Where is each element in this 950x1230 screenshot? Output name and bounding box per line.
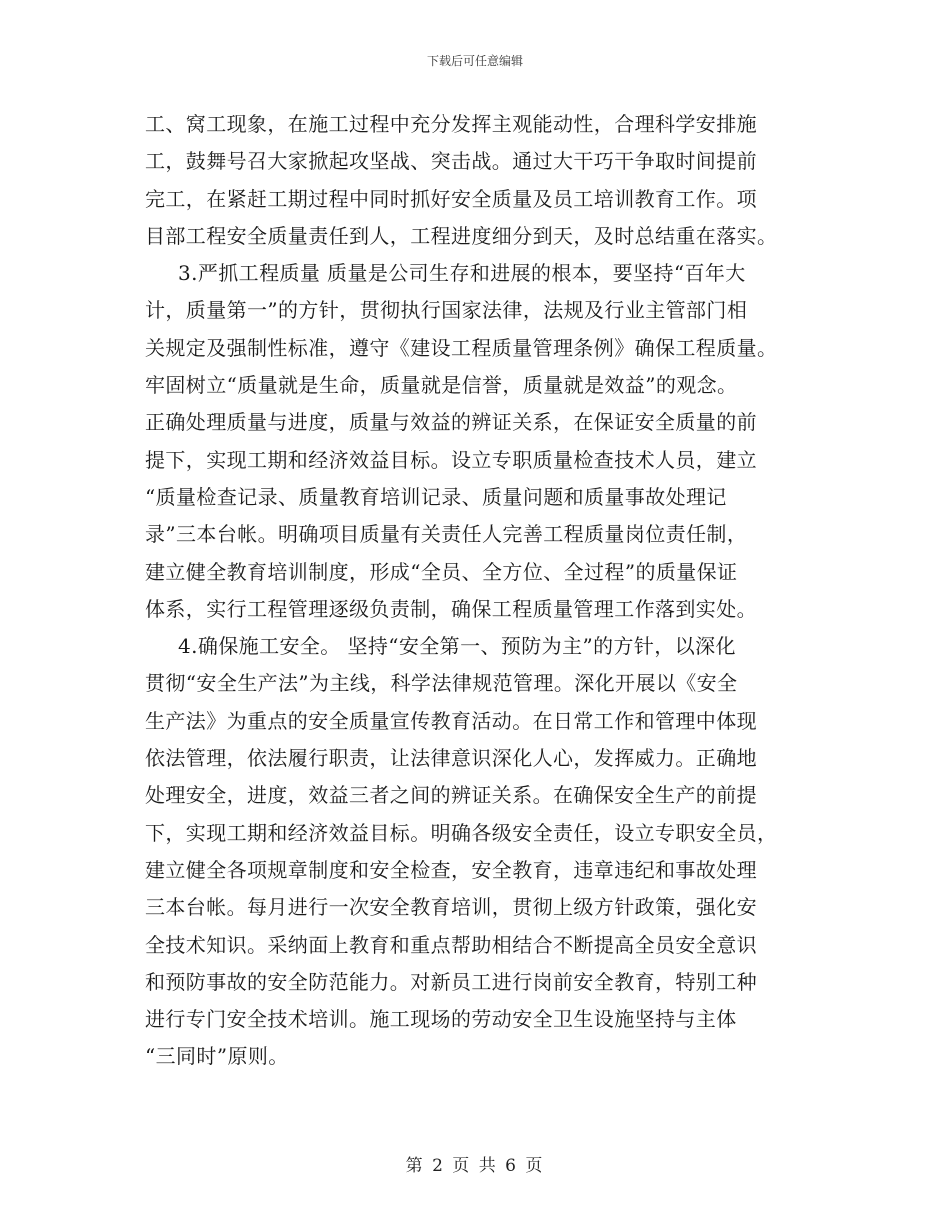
body-line-section-3-start: 3.严抓工程质量 质量是公司生存和进展的根本，要坚持“百年大 [178, 261, 746, 286]
body-line: “三同时”原则。 [145, 1044, 289, 1069]
document-body [145, 106, 815, 1076]
body-line-section-4-start: 4.确保施工安全。 坚持“安全第一、预防为主”的方针，以深化 [178, 634, 736, 659]
body-line: 计，质量第一”的方针，贯彻执行国家法律，法规及行业主管部门相 [145, 298, 748, 323]
body-line: 录”三本台帐。明确项目质量有关责任人完善工程质量岗位责任制， [145, 522, 748, 547]
body-line: 建立健全教育培训制度，形成“全员、全方位、全过程”的质量保证 [145, 559, 738, 584]
body-line: 建立健全各项规章制度和安全检查，安全教育，违章违纪和事故处理 [145, 857, 757, 882]
body-line: 和预防事故的安全防范能力。对新员工进行岗前安全教育，特别工种 [145, 969, 757, 994]
body-line: 体系，实行工程管理逐级负责制，确保工程质量管理工作落到实处。 [145, 596, 757, 621]
body-line: 牢固树立“质量就是生命，质量就是信誉，质量就是效益”的观念。 [145, 373, 738, 398]
body-line: 生产法》为重点的安全质量宣传教育活动。在日常工作和管理中体现 [145, 708, 757, 733]
body-line: 提下，实现工期和经济效益目标。设立专职质量检查技术人员，建立 [145, 447, 757, 472]
body-line: 三本台帐。每月进行一次安全教育培训，贯彻上级方针政策，强化安 [145, 895, 757, 920]
page-footer: 第 2 页 共 6 页 [405, 1156, 545, 1176]
body-line: 工、窝工现象，在施工过程中充分发挥主观能动性，合理科学安排施 [145, 112, 757, 136]
body-line: 目部工程安全质量责任到人，工程进度细分到天，及时总结重在落实。 [145, 223, 778, 248]
page-header: 下载后可任意编辑 [426, 54, 523, 68]
body-line: 依法管理，依法履行职责，让法律意识深化人心，发挥威力。正确地 [145, 746, 757, 771]
body-line: 处理安全，进度，效益三者之间的辨证关系。在确保安全生产的前提 [145, 783, 757, 808]
body-line: 全技术知识。采纳面上教育和重点帮助相结合不断提高全员安全意识 [145, 932, 757, 957]
body-line: 完工，在紧赶工期过程中同时抓好安全质量及员工培训教育工作。项 [145, 186, 757, 211]
body-line: 工，鼓舞号召大家掀起攻坚战、突击战。通过大干巧干争取时间提前 [145, 149, 757, 174]
body-line: 关规定及强制性标准，遵守《建设工程质量管理条例》确保工程质量。 [145, 335, 778, 360]
body-line: 下，实现工期和经济效益目标。明确各级安全责任，设立专职安全员， [145, 820, 778, 845]
body-line: 正确处理质量与进度，质量与效益的辨证关系，在保证安全质量的前 [145, 410, 757, 435]
body-line: 贯彻“安全生产法”为主线，科学法律规范管理。深化开展以《安全 [145, 671, 738, 696]
body-line: 进行专门安全技术培训。施工现场的劳动安全卫生设施坚持与主体 [145, 1007, 737, 1032]
body-line: “质量检查记录、质量教育培训记录、质量问题和质量事故处理记 [145, 484, 727, 509]
